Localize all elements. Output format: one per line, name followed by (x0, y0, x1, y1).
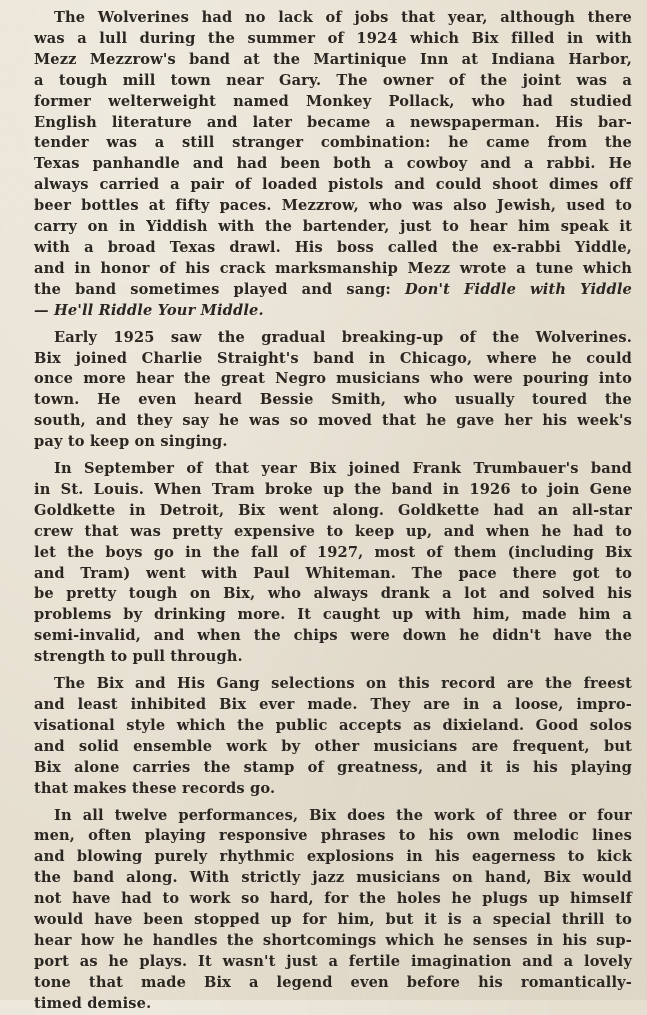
text-line: a tough mill town near Gary. The owner of the joint was a (34, 71, 632, 89)
text-line: and least inhibited Bix ever made. They are in a loose, impro- (34, 696, 632, 713)
text-line: was a lull during the summer of 1924 which Bix filled in with (34, 29, 632, 47)
text-line: The Bix and His Gang selections on this record are the freest (54, 675, 632, 693)
text-line: crew that was pretty expensive to keep up, and when he had to (34, 522, 632, 540)
text-line: not have had to work so hard, for the holes he plugs up himself (34, 890, 632, 908)
text-line: be pretty tough on Bix, who always drank a lot and solved his (34, 585, 632, 603)
paragraph-1 (34, 8, 632, 322)
article-page (34, 8, 632, 1012)
text-line-with-song-title (34, 280, 632, 301)
text-line: beer bottles at fifty paces. Mezzrow, who was also Jewish, used to (34, 197, 632, 215)
text-line: strength to pull through. (34, 648, 243, 666)
text-line: once more hear the great Negro musicians who were pouring into (34, 370, 632, 388)
text-line: men, often playing responsive phrases to his own melodic lines (34, 827, 632, 845)
text-line: tender was a still stranger combination: he came from the (34, 134, 632, 152)
text-line: Bix alone carries the stamp of greatness, and it is his playing (34, 758, 632, 776)
song-title-continued: — He'll Riddle Your Middle. (34, 301, 264, 319)
paragraph-4 (34, 674, 632, 799)
text-line: visational style which the public accepts as dixieland. Good solos (34, 716, 632, 734)
text-line: and blowing purely rhythmic explosions in his eagerness to kick (34, 848, 632, 866)
text-line: tone that made Bix a legend even before his romantically- (34, 973, 632, 991)
paragraph-5 (34, 806, 632, 1015)
text-line: Bix joined Charlie Straight's band in Chicago, where he could (34, 349, 632, 367)
text-line: south, and they say he was so moved that he gave her his week's (34, 412, 632, 430)
text-line: Early 1925 saw the gradual breaking-up of the Wolverines. (54, 328, 632, 346)
text-line: hear how he handles the shortcomings which he senses in his sup- (34, 931, 632, 949)
text-line: in St. Louis. When Tram broke up the band in 1926 to join Gene (34, 480, 632, 498)
text-line: English literature and later became a newspaperman. His bar- (34, 113, 632, 131)
text-fragment: the band sometimes played and sang: (34, 280, 391, 298)
text-line: In September of that year Bix joined Frank Trumbauer's band (54, 460, 632, 478)
text-line: would have been stopped up for him, but it is a special thrill to (34, 911, 632, 929)
text-line: carry on in Yiddish with the bartender, just to hear him speak it (34, 218, 632, 236)
text-line: and Tram) went with Paul Whiteman. The pace there got to (34, 564, 632, 582)
text-line: Texas panhandle and had been both a cowboy and a rabbi. He (34, 155, 632, 173)
text-line: The Wolverines had no lack of jobs that year, although there (54, 9, 632, 26)
text-line: with a broad Texas drawl. His boss called the ex-rabbi Yiddle, (34, 238, 632, 256)
text-line: In all twelve performances, Bix does the work of three or four (54, 806, 632, 824)
paragraph-2 (34, 328, 632, 453)
text-line: and solid ensemble work by other musicians are frequent, but (34, 737, 632, 755)
text-line: pay to keep on singing. (34, 433, 228, 451)
text-line: always carried a pair of loaded pistols and could shoot dimes off (34, 176, 632, 194)
text-line: that makes these records go. (34, 779, 276, 797)
text-line: and in honor of his crack marksmanship Mezz wrote a tune which (34, 259, 632, 277)
text-line: port as he plays. It wasn't just a fertile imagination and a lovely (34, 952, 632, 970)
text-line: let the boys go in the fall of 1927, most of them (including Bix (34, 543, 632, 561)
text-line: the band along. With strictly jazz musicians on hand, Bix would (34, 869, 632, 887)
text-line: former welterweight named Monkey Pollack, who had studied (34, 92, 632, 110)
text-line: problems by drinking more. It caught up with him, made him a (34, 606, 632, 624)
text-line: Goldkette in Detroit, Bix went along. Goldkette had an all-star (34, 501, 632, 519)
song-title: Don't Fiddle with Yiddle (405, 280, 632, 298)
text-line: town. He even heard Bessie Smith, who usually toured the (34, 391, 632, 409)
paragraph-3 (34, 459, 632, 668)
text-line: Mezz Mezzrow's band at the Martinique Inn at Indiana Harbor, (34, 50, 632, 68)
text-line: semi-invalid, and when the chips were down he didn't have the (34, 627, 632, 645)
text-line: timed demise. (34, 994, 152, 1012)
